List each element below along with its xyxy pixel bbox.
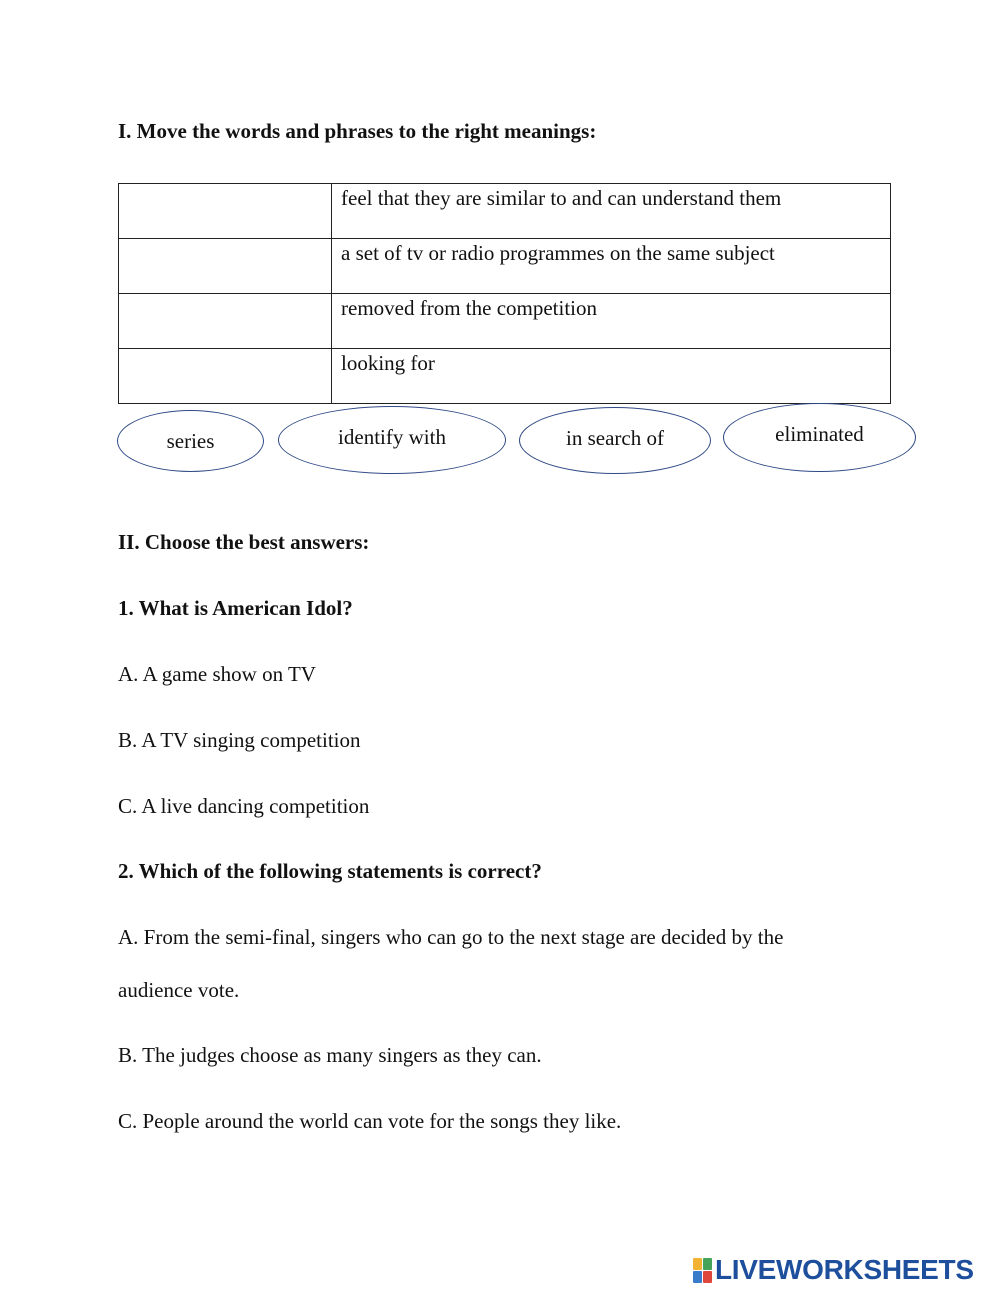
question-2: 2. Which of the following statements is correct? [118,859,542,883]
word-chip-label: identify with [338,424,446,449]
word-chip-label: series [166,428,215,453]
answer-drop-zone-1[interactable] [119,184,332,239]
matching-table [118,183,891,404]
meaning-cell-4: looking for [332,349,891,404]
answer-drop-zone-3[interactable] [119,294,332,349]
table-row [119,239,891,294]
liveworksheets-logo [693,1255,974,1285]
meaning-cell-1: feel that they are similar to and can understand them [332,184,891,239]
q2-option-b[interactable]: B. The judges choose as many singers as they can. [118,1043,542,1067]
section-2-title: II. Choose the best answers: [118,530,370,554]
section-1-title: I. Move the words and phrases to the right meanings: [118,119,597,143]
answer-drop-zone-2[interactable] [119,239,332,294]
word-chip-identify-with[interactable] [278,406,506,474]
meaning-cell-2: a set of tv or radio programmes on the same subject [332,239,891,294]
answer-drop-zone-4[interactable] [119,349,332,404]
table-row [119,294,891,349]
q1-option-b[interactable]: B. A TV singing competition [118,728,361,752]
table-row [119,349,891,404]
word-chip-label: eliminated [775,422,864,446]
q2-option-c[interactable]: C. People around the world can vote for the songs they like. [118,1109,622,1133]
word-chip-eliminated[interactable] [723,403,916,472]
word-chip-label: in search of [566,426,664,450]
table-row [119,184,891,239]
question-1: 1. What is American Idol? [118,596,353,620]
q2-option-a[interactable]: A. From the semi-final, singers who can go to the next stage are decided by the [118,925,784,949]
logo-text: LIVEWORKSHEETS [715,1254,974,1285]
q1-option-a[interactable]: A. A game show on TV [118,662,316,686]
meaning-cell-3: removed from the competition [332,294,891,349]
q2-option-a-continued[interactable]: audience vote. [118,978,240,1002]
word-chip-in-search-of[interactable] [519,407,711,474]
q1-option-c[interactable]: C. A live dancing competition [118,794,370,818]
liveworksheets-logo-icon [693,1257,713,1283]
word-chip-series[interactable] [117,410,264,472]
